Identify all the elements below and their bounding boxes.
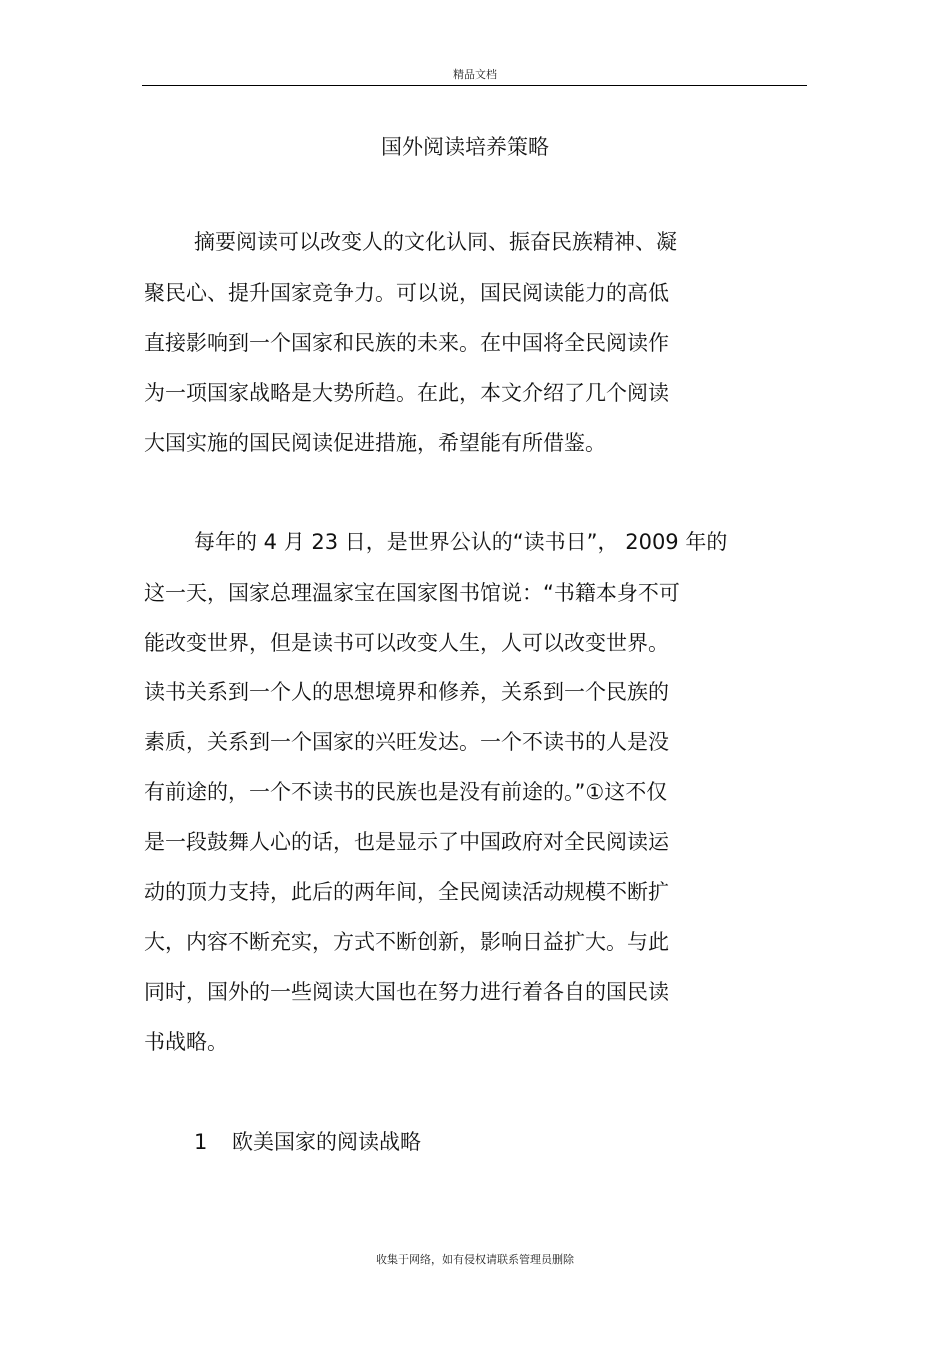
header-divider xyxy=(142,85,807,86)
document-title: 国外阅读培养策略 xyxy=(381,135,549,159)
abstract-line: 为一项国家战略是大势所趋。在此，本文介绍了几个阅读 xyxy=(144,381,669,405)
section-number: 1 xyxy=(194,1130,208,1154)
body-line: 有前途的，一个不读书的民族也是没有前途的。”①这不仅 xyxy=(144,780,668,804)
body-line: 每年的 4 月 23 日，是世界公认的“读书日”， 2009 年的 xyxy=(194,530,728,554)
abstract-line: 聚民心、提升国家竞争力。可以说，国民阅读能力的高低 xyxy=(144,281,669,305)
page-header: 精品文档 xyxy=(453,68,497,81)
body-line: 是一段鼓舞人心的话，也是显示了中国政府对全民阅读运 xyxy=(144,830,669,854)
body-line: 同时，国外的一些阅读大国也在努力进行着各自的国民读 xyxy=(144,980,669,1004)
body-line: 书战略。 xyxy=(144,1030,228,1054)
abstract-line: 大国实施的国民阅读促进措施，希望能有所借鉴。 xyxy=(144,431,606,455)
abstract-line: 摘要阅读可以改变人的文化认同、振奋民族精神、凝 xyxy=(194,230,677,254)
body-line: 大，内容不断充实，方式不断创新，影响日益扩大。与此 xyxy=(144,930,669,954)
body-line: 这一天，国家总理温家宝在国家图书馆说：“书籍本身不可 xyxy=(144,581,680,605)
abstract-line: 直接影响到一个国家和民族的未来。在中国将全民阅读作 xyxy=(144,331,669,355)
section-title: 欧美国家的阅读战略 xyxy=(232,1130,421,1154)
body-line: 动的顶力支持，此后的两年间，全民阅读活动规模不断扩 xyxy=(144,880,669,904)
body-line: 能改变世界，但是读书可以改变人生，人可以改变世界。 xyxy=(144,631,669,655)
body-line: 读书关系到一个人的思想境界和修养，关系到一个民族的 xyxy=(144,680,669,704)
body-line: 素质，关系到一个国家的兴旺发达。一个不读书的人是没 xyxy=(144,730,669,754)
page-footer: 收集于网络，如有侵权请联系管理员删除 xyxy=(376,1253,574,1266)
